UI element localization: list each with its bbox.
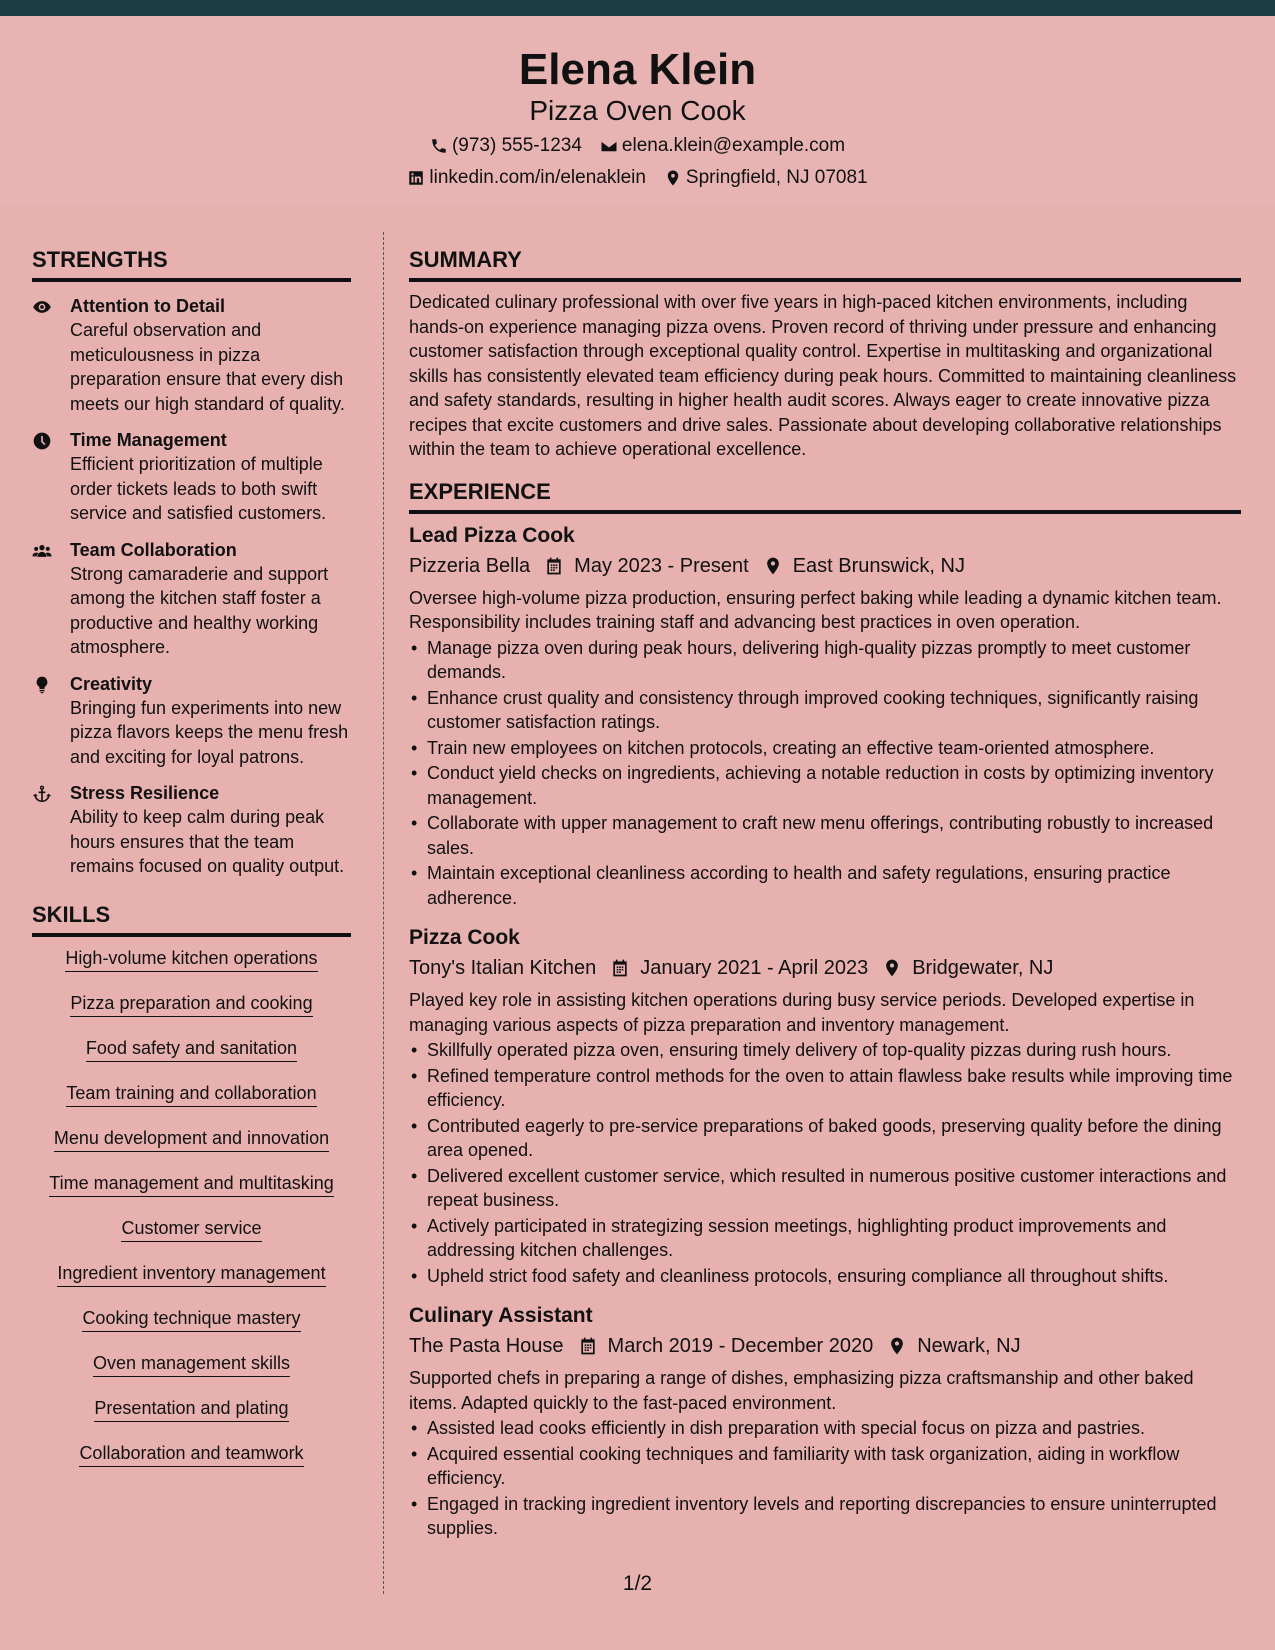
skills-heading: SKILLS	[32, 901, 351, 937]
bullet-item: • Train new employees on kitchen protocols, creating an effective team-oriented atmosphere.	[409, 736, 1241, 761]
job-company: Pizzeria Bella	[409, 554, 531, 577]
users-icon	[32, 541, 52, 561]
skill-item: Oven management skills	[93, 1352, 290, 1377]
eye-icon	[32, 297, 52, 317]
job-title: Culinary Assistant	[409, 1304, 593, 1327]
bullet-item: • Enhance crust quality and consistency through improved cooking techniques, significantly raising customer satisfaction ratings.	[409, 686, 1241, 735]
experience-section	[409, 478, 1241, 1541]
skills-section	[32, 901, 351, 1487]
job-bullets	[409, 636, 1241, 911]
skill-item: Food safety and sanitation	[86, 1037, 297, 1062]
skill-item: High-volume kitchen operations	[65, 947, 317, 972]
job-entry	[409, 924, 1241, 1288]
job-title: Pizza Cook	[409, 926, 520, 949]
clock-icon	[32, 431, 52, 451]
strength-title: Time Management	[70, 430, 227, 450]
left-column	[32, 246, 351, 1487]
strength-title: Stress Resilience	[70, 783, 220, 803]
location-text: Springfield, NJ 07081	[685, 167, 868, 188]
job-company: Tony's Italian Kitchen	[409, 957, 597, 979]
map-pin-icon	[763, 556, 783, 576]
map-pin-icon	[664, 169, 682, 187]
skill-list	[32, 947, 351, 1487]
job-entry	[409, 522, 1241, 911]
bullet-item: • Engaged in tracking ingredient inventory levels and reporting discrepancies to ensure uninterrupted supplies.	[409, 1492, 1241, 1541]
skill-item: Time management and multitasking	[49, 1172, 333, 1197]
strength-desc: Bringing fun experiments into new pizza flavors keeps the menu fresh and exciting for loyal patrons.	[70, 697, 349, 767]
right-column	[409, 246, 1241, 1541]
map-pin-icon	[887, 1336, 907, 1356]
skill-item: Collaboration and teamwork	[79, 1442, 303, 1467]
contact-row-2	[0, 166, 1275, 190]
strength-desc: Ability to keep calm during peak hours ensures that the team remains focused on quality output.	[70, 807, 345, 876]
skill-item: Ingredient inventory management	[57, 1262, 325, 1287]
page-number: 1/2	[622, 1572, 653, 1595]
skill-item: Menu development and innovation	[54, 1127, 329, 1152]
top-accent-bar	[0, 0, 1275, 16]
summary-text: Dedicated culinary professional with over five years in high-paced kitchen environments, including hands-on experience managing pizza ovens. Proven record of thriving under pressure and enhancing customer satisfaction through exceptional quality control. Expertise in multitasking and organizational skills has consistently elevated team efficiency during peak hours. Committed to maintaining cleanliness and safety standards, resulting in higher health audit scores. Always eager to create innovative pizza recipes that excite customers and drive sales. Passionate about developing collaborative relationships within the team to achieve operational excellence.	[409, 292, 1237, 459]
job-dates: May 2023 - Present	[574, 554, 749, 577]
strength-item	[32, 781, 351, 879]
location-contact	[664, 166, 868, 190]
job-title: Lead Pizza Cook	[409, 523, 575, 547]
bullet-item: • Maintain exceptional cleanliness according to health and safety regulations, ensuring practice adherence.	[409, 861, 1241, 910]
job-dates: March 2019 - December 2020	[607, 1335, 874, 1357]
skill-item: Customer service	[121, 1217, 261, 1242]
strength-title: Creativity	[70, 673, 153, 694]
bullet-item: • Acquired essential cooking techniques and familiarity with task organization, aiding in workflow efficiency.	[409, 1442, 1241, 1491]
bullet-item: • Upheld strict food safety and cleanliness protocols, ensuring compliance all throughout shifts.	[409, 1264, 1241, 1289]
strength-desc: Efficient prioritization of multiple order tickets leads to both swift service and satisfied customers.	[70, 454, 327, 523]
map-pin-icon	[882, 958, 902, 978]
bullet-item: • Actively participated in strategizing session meetings, highlighting product improvements and addressing kitchen challenges.	[409, 1214, 1241, 1263]
bullet-item: • Collaborate with upper management to craft new menu offerings, contributing robustly to increased sales.	[409, 811, 1241, 860]
bullet-item: • Assisted lead cooks efficiently in dish preparation with special focus on pizza and pastries.	[409, 1416, 1241, 1441]
strength-item	[32, 294, 351, 416]
skill-item: Presentation and plating	[94, 1397, 288, 1422]
email-contact[interactable]	[600, 134, 845, 158]
job-description: Played key role in assisting kitchen operations during busy service periods. Developed expertise in managing various aspects of pizza preparation and inventory management.	[409, 990, 1195, 1035]
envelope-icon	[600, 137, 618, 155]
candidate-title: Pizza Oven Cook	[529, 95, 746, 126]
skill-item: Cooking technique mastery	[82, 1307, 300, 1332]
column-divider	[383, 232, 384, 1594]
job-description: Oversee high-volume pizza production, ensuring perfect baking while leading a dynamic kitchen team. Responsibility includes training staff and advancing best practices in oven operation.	[409, 587, 1222, 632]
skill-item: Team training and collaboration	[66, 1082, 316, 1107]
calendar-icon	[544, 556, 564, 576]
strength-item	[32, 672, 351, 770]
job-bullets	[409, 1416, 1241, 1541]
calendar-icon	[578, 1336, 598, 1356]
anchor-icon	[32, 784, 52, 804]
bullet-item: • Contributed eagerly to pre-service preparations of baked goods, preserving quality before the dining area opened.	[409, 1114, 1241, 1163]
strength-desc: Careful observation and meticulousness in pizza preparation ensure that every dish meets our high standard of quality.	[70, 320, 345, 414]
skill-item: Pizza preparation and cooking	[70, 992, 312, 1017]
job-description: Supported chefs in preparing a range of dishes, emphasizing pizza craftsmanship and other baked items. Adapted quickly to the fast-paced environment.	[409, 1368, 1194, 1413]
strength-item	[32, 428, 351, 526]
resume-header	[0, 16, 1275, 204]
summary-heading: SUMMARY	[409, 246, 1241, 282]
candidate-name: Elena Klein	[518, 45, 757, 94]
linkedin-contact[interactable]	[407, 166, 646, 190]
phone-contact	[430, 134, 582, 158]
strength-title: Team Collaboration	[70, 539, 237, 560]
linkedin-text: linkedin.com/in/elenaklein	[429, 167, 646, 188]
bullet-item: • Manage pizza oven during peak hours, delivering high-quality pizzas promptly to meet customer demands.	[409, 636, 1241, 685]
contact-row-1	[0, 134, 1275, 158]
strength-item	[32, 538, 351, 660]
experience-heading: EXPERIENCE	[409, 478, 1241, 514]
bullet-item: • Refined temperature control methods for the oven to attain flawless bake results while improving time efficiency.	[409, 1064, 1241, 1113]
job-company: The Pasta House	[409, 1335, 564, 1357]
calendar-icon	[610, 958, 630, 978]
job-meta	[409, 954, 1241, 982]
bullet-item: • Conduct yield checks on ingredients, achieving a notable reduction in costs by optimizing inventory management.	[409, 761, 1241, 810]
job-location: Newark, NJ	[917, 1335, 1021, 1357]
job-entry	[409, 1302, 1241, 1541]
email-text: elena.klein@example.com	[621, 135, 846, 156]
strengths-heading: STRENGTHS	[32, 246, 351, 282]
job-dates: January 2021 - April 2023	[640, 957, 869, 979]
job-location: East Brunswick, NJ	[792, 554, 965, 577]
linkedin-icon	[407, 169, 425, 187]
phone-text: (973) 555-1234	[451, 135, 582, 156]
job-location: Bridgewater, NJ	[912, 957, 1054, 979]
strength-desc: Strong camaraderie and support among the kitchen staff foster a productive and healthy working atmosphere.	[70, 563, 329, 657]
bullet-item: • Skillfully operated pizza oven, ensuring timely delivery of top-quality pizzas during rush hours.	[409, 1038, 1241, 1063]
job-bullets	[409, 1038, 1241, 1288]
job-meta	[409, 552, 1241, 580]
job-meta	[409, 1332, 1241, 1360]
lightbulb-icon	[32, 675, 52, 695]
phone-icon	[430, 137, 448, 155]
bullet-item: • Delivered excellent customer service, which resulted in numerous positive customer interactions and repeat business.	[409, 1164, 1241, 1213]
strength-title: Attention to Detail	[70, 296, 225, 316]
